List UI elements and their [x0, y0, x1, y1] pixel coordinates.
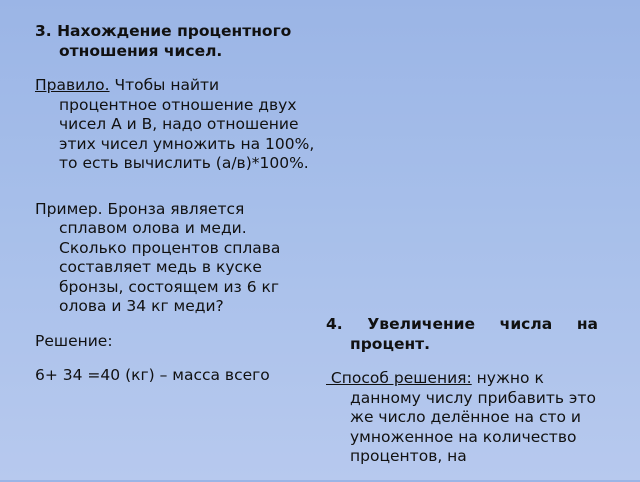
rule-text: Чтобы найти процентное отношение двух чисел А и В, надо отношение этих чисел умножить на 100%, то есть вычислить (а/в)*100%. [59, 76, 315, 172]
rule-paragraph [35, 76, 315, 174]
example-paragraph: Пример. Бронза является сплавом олова и меди. Сколько процентов сплава составляет медь в куске бронзы, состоящем из 6 кг олова и 34 кг меди? [35, 199, 281, 315]
rule-label: Правило. [35, 76, 110, 94]
section-4-heading-line2: процент. [350, 334, 431, 353]
method-text: нужно к данному числу прибавить это же число делённое на сто и умноженное на количество процентов, на [350, 369, 596, 465]
method-paragraph [326, 369, 598, 467]
section-4-heading-line1: 4. Увеличение числа на [326, 315, 598, 333]
right-column [326, 315, 598, 482]
section-4-heading [326, 315, 598, 354]
method-label: Способ решения: [326, 369, 472, 387]
solution-label: Решение: [35, 331, 113, 350]
section-3-heading: 3. Нахождение процентного отношения чисел. [35, 22, 292, 60]
left-column [35, 22, 315, 401]
solution-line: 6+ 34 =40 (кг) – масса всего [35, 366, 270, 384]
